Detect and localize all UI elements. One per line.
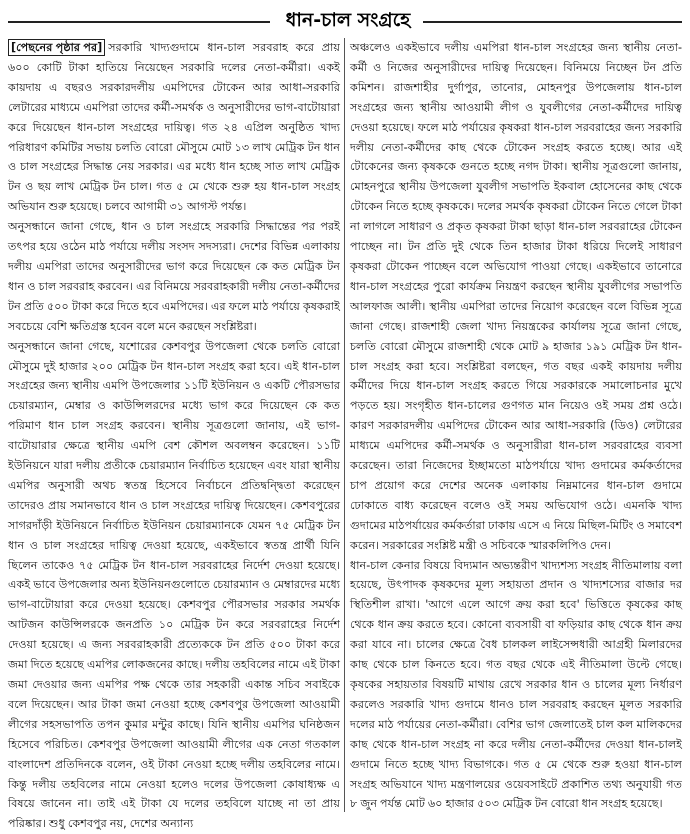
paragraph: অনুসন্ধানে জানা গেছে, ধান ও চাল সংগ্রহে সরকারি সিদ্ধান্তের পর পরই তৎপর হয়ে ওঠেন মাঠ পর্যায়ে দলীয় সংসদ সদস্যরা। দেশের বিভিন্ন এলাকায় দলীয় এমপিরা তাদের অনুসারীদের ভাগ করে দিয়েছেন কে কত মেট্রিক টন ধান ও চাল সরবরাহ করবেন। এর বিনিময়ে সরবরাহকারী দলীয় নেতা-কর্মীদের টন প্রতি ৫০০ টাকা করে দিতে হবে এমপিদের। এর ফলে মাঠ পর্যায়ে কৃষকরাই সবচেয়ে বেশি ক্ষতিগ্রস্ত হবেন বলে মনে করছেন সংশ্লিষ্টরা। [8,220,340,333]
paragraph: অঞ্চলেও একইভাবে দলীয় এমপিরা ধান-চাল সংগ্রহের জন্য স্থানীয় নেতা-কর্মী ও নিজের অনুসারীদের দায়িত্ব দিয়েছেন। বিনিময়ে নিচ্ছেন টন প্রতি কমিশন। রাজশাহীর দুর্গাপুর, তানোর, মোহনপুর উপজেলায় ধান-চাল সংগ্রহের জন্য স্থানীয় আওয়ামী লীগ ও যুবলীগের নেতা-কর্মীদের দায়িত্ব দেওয়া হয়েছে। ফলে মাঠ পর্যায়ের কৃষকরা ধান-চাল সরবরাহের জন্য সরকারি দলীয় নেতা-কর্মীদের কাছ থেকে টোকেন সংগ্রহ করতে হচ্ছে। আর এই টোকেনের জন্য কৃষককে গুনতে হচ্ছে নগদ টাকা। স্থানীয় সূত্রগুলো জানায়, মোহনপুরে স্থানীয় উপজেলা যুবলীগ সভাপতি ইকবাল হোসেনের কাছ থেকে টোকেন নিতে হচ্ছে কৃষককে। দলের সমর্থক কৃষকরা টোকেন নিতে গেলে টাকা না লাগলে সাধারণ ও প্রকৃত কৃষকরা টাকা ছাড়া ধান-চাল সরবরাহের টোকেন পাচ্ছেন না। টন প্রতি দুই থেকে তিন হাজার টাকা ধরিয়ে দিলেই সাধারণ কৃষকরা টোকেন পাচ্ছেন বলে অভিযোগ পাওয়া গেছে। একইভাবে তানোরে ধান-চাল সংগ্রহের পুরো কার্যক্রম নিয়ন্ত্রণ করছেন স্থানীয় যুবলীগের সভাপতি আলফাজ আলী। স্থানীয় এমপিরা তাদের নিয়োগ করেছেন বলে বিভিন্ন সূত্রে জানা গেছে। রাজশাহী জেলা খাদ্য নিয়ন্ত্রকের কার্যালয় সূত্রে জানা গেছে, চলতি বোরো মৌসুমে রাজশাহী থেকে মোট ৯ হাজার ১৯১ মেট্রিক টন ধান-চাল সংগ্রহ করা হবে। সংশ্লিষ্টরা বলছেন, গত বছর একই কায়দায় দলীয় কর্মীদের দিয়ে ধান-চাল সংগ্রহ করতে গিয়ে সরকারকে সমালোচনার মুখে পড়তে হয়। সংগৃহীত ধান-চালের গুণগত মান নিয়েও ওই সময় প্রশ্ন ওঠে। কারণ সরকারদলীয় এমপিদের টোকেন আর আধা-সরকারি (ডিও) লেটারের মাধ্যমে এমপিদের কর্মী-সমর্থক ও অনুসারীরা ধান-চাল সরবরাহের ব্যবসা করেছেন। তারা নিজেদের ইচ্ছামতো মাঠপর্যায়ে খাদ্য গুদামের কর্মকর্তাদের চাপ প্রয়োগ করে দেশের অনেক এলাকায় নিম্নমানের ধান-চাল গুদামে ঢোকাতে বাধ্য করেছেন বলেও ওই সময় অভিযোগ ওঠে। এমনকি খাদ্য গুদামের মাঠপর্যায়ের কর্মকর্তারা ঢাকায় এসে এ নিয়ে মিছিল-মিটিং ও সমাবেশ করেন। সরকারের সংশ্লিষ্ট মন্ত্রী ও সচিবকে স্মারকলিপিও দেন। [350,41,682,552]
paragraph: ধান-চাল কেনার বিষয়ে বিদ্যমান অভ্যন্তরীণ খাদ্যশস্য সংগ্রহ নীতিমালায় বলা হয়েছে, উৎপাদক কৃষকদের মূল্য সহায়তা প্রদান ও খাদ্যশস্যের বাজার দর স্থিতিশীল রাখা। 'আগে এলে আগে ক্রয় করা হবে' ভিত্তিতে কৃষকের কাছ থেকে ধান ক্রয় করতে হবে। কোনো ব্যবসায়ী বা ফড়িয়ার কাছ থেকে ধান ক্রয় করা যাবে না। চালের ক্ষেত্রে বৈধ চালকল লাইসেন্সধারী আগ্রহী মিলারদের কাছ থেকে চাল কিনতে হবে। গত বছর থেকে এই নীতিমালা উল্টে গেছে। কৃষকের সহায়তার বিষয়টি মাথায় রেখে সরকার ধান ও চালের মূল্য নির্ধারণ করলেও সরকারি খাদ্য গুদামে ধানও চাল সরবরাহ করছেন মূলত সরকারি দলের মাঠ পর্যায়ের নেতা-কর্মীরা। বেশির ভাগ জেলাতেই চাল কল মালিকদের কাছ থেকে ধান-চাল সংগ্রহ না করে দলীয় নেতা-কর্মীদের দেওয়া ধান-চালই গুদামে নিতে হচ্ছে খাদ্য বিভাগকে। গত ৫ মে থেকে শুরু হওয়া ধান-চাল সংগ্রহ অভিযানে খাদ্য মন্ত্রণালয়ের ওয়েবসাইটে প্রকাশিত তথ্য অনুযায়ী গত ৮ জুন পর্যন্ত মোট ৬০ হাজার ৫০৩ মেট্রিক টন বোরো ধান সংগ্রহ হয়েছে। [350,558,682,811]
headline-row [8,8,682,34]
paragraph-text: সরকারি খাদ্যগুদামে ধান-চাল সরবরাহ করে প্রায় ৬০০ কোটি টাকা হাতিয়ে নিয়েছেন সরকারি দলের নেতা-কর্মীরা। একই কায়দায় এ বছরও সরকারদলীয় এমপিদের টোকেন আর আধা-সরকারি লেটারের মাধ্যমে এমপিরা তাদের কর্মী-সমর্থক ও অনুসারীদের ভাগ-বাটোয়ারা করে দিয়েছেন ধান-চাল সংগ্রহের দায়িত্ব। গত ২৪ এপ্রিল অনুষ্ঠিত খাদ্য পরিধারণ কমিটির সভায় চলতি বোরো মৌসুমে মোট ১৩ লাখ মেট্রিক টন ধান ও চাল সংগ্রহের সিদ্ধান্ত নেয় সরকার। এর মধ্যে ধান হচ্ছে সাত লাখ মেট্রিক টন ও ছয় লাখ মেট্রিক টন চাল। গত ৫ মে থেকে শুরু হয় ধান-চাল সংগ্রহ অভিযান শুরু হয়েছে। চলবে আগামী ৩১ আগস্ট পর্যন্ত। [8,41,340,214]
headline-rule-right [423,21,682,23]
article-body [8,38,682,831]
right-column [350,38,682,812]
paragraph [8,38,340,217]
left-column [8,38,340,831]
column-divider [344,38,345,812]
paragraph: অনুসন্ধানে জানা গেছে, যশোরের কেশবপুর উপজেলা থেকে চলতি বোরো মৌসুমে দুই হাজার ২০০ মেট্রিক টন ধান-চাল সংগ্রহ করা হবে। এই ধান-চাল সংগ্রহের জন্য স্থানীয় এমপি উপজেলার ১১টি ইউনিয়ন ও একটি পৌরসভার চেয়ারম্যান, মেম্বার ও কাউন্সিলরদের মধ্যে ভাগ করে দিয়েছেন কে কত পরিমাণ ধান চাল সংগ্রহ করবেন। স্থানীয় সূত্রগুলো জানায়, এই ভাগ-বাটোয়ারার ক্ষেত্রে স্থানীয় এমপি বেশ কৌশল অবলম্বন করেছেন। ১১টি ইউনিয়নে যারা দলীয় প্রতীকে চেয়ারম্যান নির্বাচিত হয়েছেন এবং যারা স্থানীয় এমপির অনুসারী অথচ স্বতন্ত্র হিসেবে নির্বাচনে প্রতিদ্বন্দ্বিতা করেছেন তাদেরও প্রায় সমানভাবে ধান ও চাল সংগ্রহের দায়িত্ব দিয়েছেন। কেশবপুরের সাগরদাঁড়ী ইউনিয়নে নির্বাচিত ইউনিয়ন চেয়ারম্যানকে যেমন ৭৫ মেট্রিক টন ধান ও চাল সংগ্রহের দায়িত্ব দেওয়া হয়েছে, একইভাবে স্বতন্ত্র প্রার্থী যিনি ছিলেন তাকেও ৭৫ মেট্রিক টন ধান-চাল সরবরাহের নির্দেশ দেওয়া হয়েছে। একই ভাবে উপজেলার অন্য ইউনিয়নগুলোতে চেয়ারম্যান ও মেম্বারদের মধ্যে ভাগ-বাটোয়ারা করে দেওয়া হয়েছে। কেশবপুর পৌরসভার সরকার সমর্থক আটজন কাউন্সিলরকে জনপ্রতি ১০ মেট্রিক টন করে সরবরাহের নির্দেশ দেওয়া হয়েছে। এ জন্য সরবরাহকারী প্রত্যেককে টন প্রতি ৫০০ টাকা করে জমা দিতে হয়েছে এমপির লোকজনের কাছে। দলীয় তহবিলের নামে এই টাকা জমা দেওয়ার জন্য এমপির পক্ষ থেকে তার সহকারী একান্ত সচিব সবাইকে বলে দিয়েছেন। আর টাকা জমা নেওয়া হচ্ছে কেশবপুর উপজেলা আওয়ামী লীগের সহসভাপতি তপন কুমার মন্টুর কাছে। যিনি স্থানীয় এমপির ঘনিষ্ঠজন হিসেবে পরিচিত। কেশবপুর উপজেলা আওয়ামী লীগের এক নেতা গতকাল বাংলাদেশ প্রতিদিনকে বলেন, ওই টাকা নেওয়া হচ্ছে দলীয় তহবিলের নামে। কিন্তু দলীয় তহবিলের নামে নেওয়া হলেও দলের উপজেলা কোষাধ্যক্ষ এ বিষয়ে জানেন না। তাই এই টাকা যে দলের তহবিলে যাচ্ছে না তা প্রায় পরিষ্কার। শুধু কেশবপুর নয়, দেশের অন্যান্য [8,339,340,831]
clipped-previous-column-strip [0,0,690,6]
headline: ধান-চাল সংগ্রহে [285,9,411,31]
continued-from-tag: [পেছনের পৃষ্ঠার পর] [8,39,105,56]
headline-rule-left [8,21,270,23]
